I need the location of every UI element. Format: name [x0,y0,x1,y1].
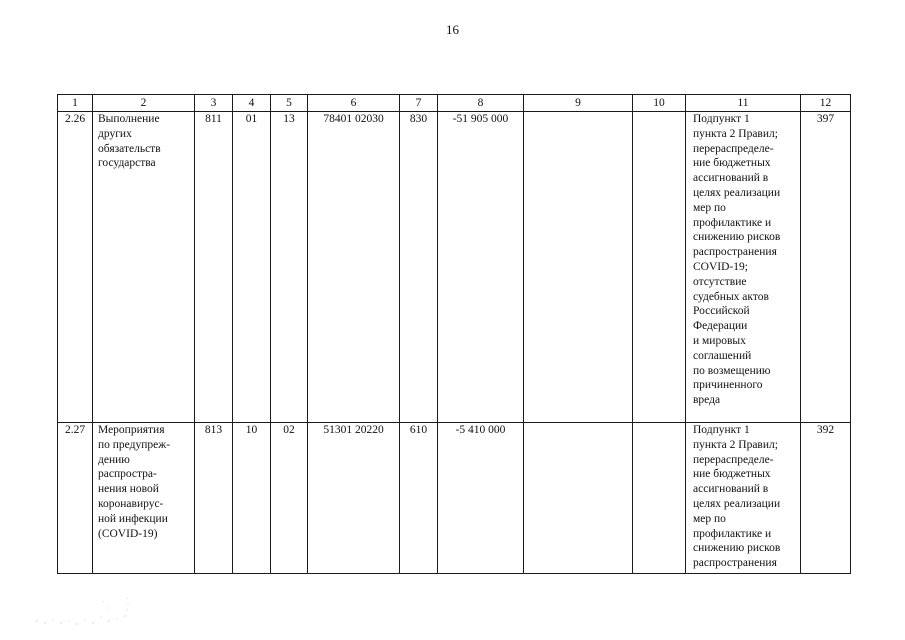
basis-line: судебных актов [693,290,769,303]
column-header: 7 [400,95,438,112]
ministry-code: 811 [195,112,233,423]
basis-line: соглашений [693,349,752,362]
item-name-line: нения новой [98,483,159,496]
basis-line: профилактике и [693,527,772,540]
page-number: 16 [446,22,459,37]
basis-line: ассигнований в [693,483,769,496]
basis-line: вреда [693,394,721,407]
amount-value: -5 410 000 [438,423,524,574]
item-name-line: других [98,127,132,140]
basis-line: распространения [693,246,777,259]
item-name [93,112,195,423]
column-header: 6 [308,95,400,112]
column-header: 2 [93,95,195,112]
basis-line: целях реализации [693,186,781,199]
basis-line: Федерации [693,320,748,333]
table-row [58,112,851,423]
item-name-line: ной инфекции [98,512,168,525]
section-code: 01 [233,112,271,423]
basis-line: перераспределе- [693,453,774,466]
column-10-cell [633,112,686,423]
item-name-line: распростра- [98,468,157,481]
basis-line: снижению рисков [693,231,781,244]
item-number: 2.27 [58,423,93,574]
basis-line: снижению рисков [693,542,781,555]
scan-noise-specks [33,590,133,630]
budget-reallocation-table [57,94,851,574]
column-header: 8 [438,95,524,112]
basis-line: пункта 2 Правил; [693,127,778,140]
column-header: 12 [801,95,851,112]
basis-line: Подпункт 1 [693,424,750,436]
basis-line: мер по [693,512,726,525]
column-header: 1 [58,95,93,112]
basis-text [686,423,801,574]
basis-line: ассигнований в [693,172,769,185]
basis-line: по возмещению [693,364,771,377]
basis-line: мер по [693,201,726,214]
amount-value: -51 905 000 [438,112,524,423]
item-name-line: государства [98,157,156,170]
item-name-line: Мероприятия [98,424,165,436]
section-code: 10 [233,423,271,574]
column-header: 4 [233,95,271,112]
item-name [93,423,195,574]
column-10-cell [633,423,686,574]
item-name-line: обязательств [98,142,161,155]
basis-line: и мировых [693,334,746,347]
basis-line: ние бюджетных [693,468,771,481]
basis-line: COVID-19; [693,260,748,273]
column-header: 10 [633,95,686,112]
item-name-line: коронавирус- [98,497,164,510]
basis-line: причиненного [693,379,763,392]
basis-line: Подпункт 1 [693,113,750,125]
basis-line: ние бюджетных [693,157,771,170]
expense-type-code: 610 [400,423,438,574]
expense-type-code: 830 [400,112,438,423]
item-name-line: дению [98,453,130,466]
basis-line: отсутствие [693,275,747,288]
column-9-cell [524,112,633,423]
page-reference: 392 [801,423,851,574]
column-9-cell [524,423,633,574]
target-article-code: 78401 02030 [308,112,400,423]
header-row [58,95,851,112]
subsection-code: 13 [271,112,308,423]
item-name-line: по предупреж- [98,438,171,451]
column-header: 5 [271,95,308,112]
table-row [58,423,851,574]
basis-line: перераспределе- [693,142,774,155]
subsection-code: 02 [271,423,308,574]
item-name-line: (COVID-19) [98,527,158,540]
page-reference: 397 [801,112,851,423]
column-header: 3 [195,95,233,112]
basis-line: пункта 2 Правил; [693,438,778,451]
ministry-code: 813 [195,423,233,574]
column-header: 11 [686,95,801,112]
basis-line: целях реализации [693,497,781,510]
column-header: 9 [524,95,633,112]
basis-text [686,112,801,423]
basis-line: распространения [693,557,777,570]
basis-line: Российской [693,305,750,318]
basis-line: профилактике и [693,216,772,229]
target-article-code: 51301 20220 [308,423,400,574]
item-name-line: Выполнение [98,113,160,125]
item-number: 2.26 [58,112,93,423]
